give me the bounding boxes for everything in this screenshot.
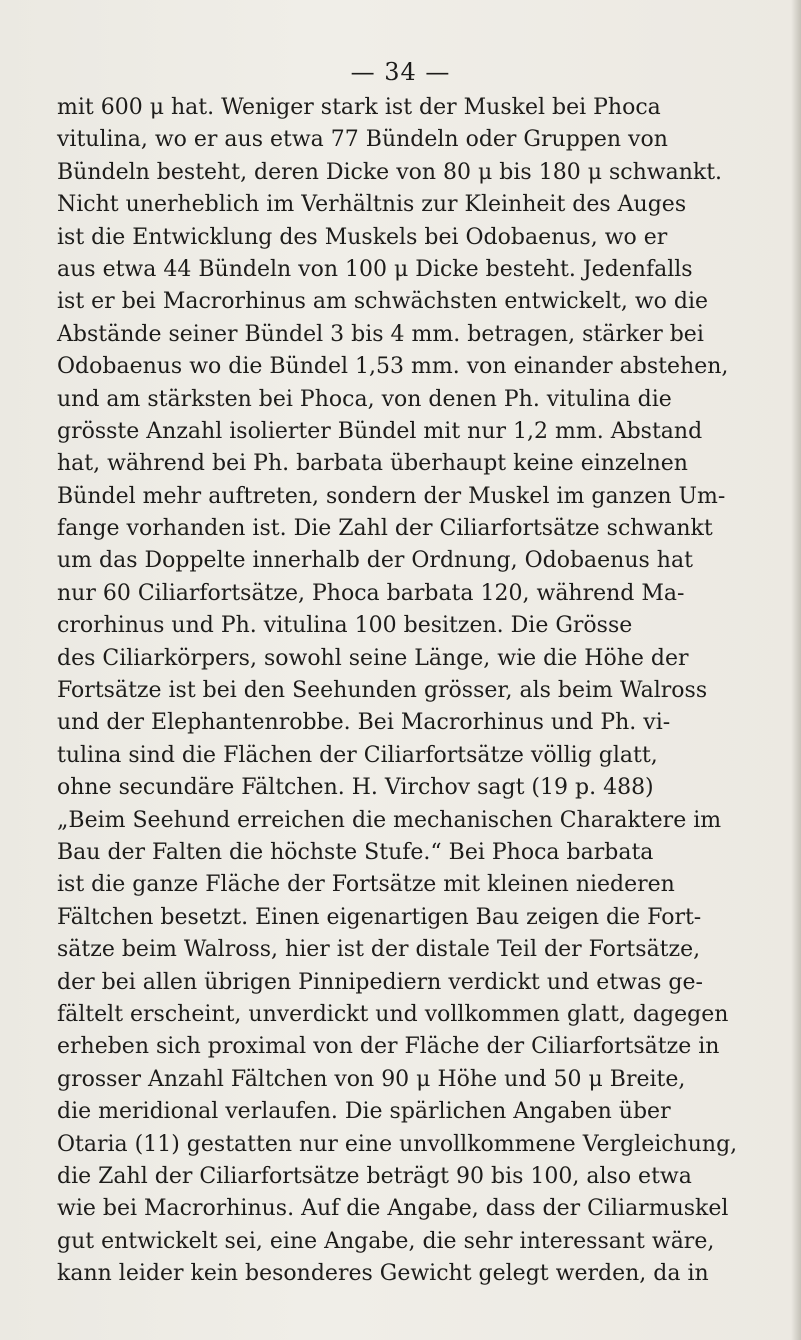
text-line: „Beim Seehund erreichen die mechanischen Charaktere im	[57, 807, 722, 833]
text-line: vitulina, wo er aus etwa 77 Bündeln oder Gruppen von	[57, 127, 668, 153]
text-line: Bau der Falten die höchste Stufe.“ Bei Phoca barbata	[57, 839, 654, 865]
text-line: Fortsätze ist bei den Seehunden grösser, als beim Walross	[57, 678, 708, 704]
text-line: kann leider kein besonderes Gewicht gelegt werden, da in	[57, 1261, 709, 1287]
text-line: erheben sich proximal von der Fläche der Ciliarfortsätze in	[57, 1034, 720, 1060]
text-line: Abstände seiner Bündel 3 bis 4 mm. betragen, stärker bei	[57, 321, 704, 347]
page-edge-shadow	[791, 0, 801, 1340]
text-line: crorhinus und Ph. vitulina 100 besitzen. Die Grösse	[57, 613, 633, 639]
text-line: grosser Anzahl Fältchen von 90 μ Höhe und 50 μ Breite,	[57, 1066, 686, 1092]
text-line: die Zahl der Ciliarfortsätze beträgt 90 bis 100, also etwa	[57, 1163, 692, 1189]
text-line: Fältchen besetzt. Einen eigenartigen Bau zeigen die Fort-	[57, 904, 702, 930]
text-line: und der Elephantenrobbe. Bei Macrorhinus und Ph. vi-	[57, 710, 671, 736]
text-line: ist die ganze Fläche der Fortsätze mit kleinen niederen	[57, 872, 675, 898]
page-number: — 34 —	[350, 58, 451, 86]
text-line: nur 60 Ciliarfortsätze, Phoca barbata 120, während Ma-	[57, 580, 685, 606]
text-line: Otaria (11) gestatten nur eine unvollkommene Vergleichung,	[57, 1131, 738, 1157]
text-line: des Ciliarkörpers, sowohl seine Länge, wie die Höhe der	[57, 645, 689, 671]
text-line: Odobaenus wo die Bündel 1,53 mm. von einander abstehen,	[57, 354, 729, 380]
body-text	[57, 92, 767, 1290]
text-line: und am stärksten bei Phoca, von denen Ph. vitulina die	[57, 386, 672, 412]
text-line: ist er bei Macrorhinus am schwächsten entwickelt, wo die	[57, 289, 709, 315]
text-line: Nicht unerheblich im Verhältnis zur Kleinheit des Auges	[57, 192, 687, 218]
text-line: der bei allen übrigen Pinnipediern verdickt und etwas ge-	[57, 969, 703, 995]
text-line: mit 600 μ hat. Weniger stark ist der Muskel bei Phoca	[57, 95, 661, 120]
text-line: wie bei Macrorhinus. Auf die Angabe, dass der Ciliarmuskel	[57, 1196, 729, 1222]
text-line: aus etwa 44 Bündeln von 100 μ Dicke besteht. Jedenfalls	[57, 256, 693, 282]
text-line: Bündel mehr auftreten, sondern der Muskel im ganzen Um-	[57, 483, 726, 509]
text-line: gut entwickelt sei, eine Angabe, die sehr interessant wäre,	[57, 1228, 715, 1254]
text-line: um das Doppelte innerhalb der Ordnung, Odobaenus hat	[57, 548, 693, 574]
text-line: Bündeln besteht, deren Dicke von 80 μ bis 180 μ schwankt.	[57, 159, 723, 185]
text-line: sätze beim Walross, hier ist der distale Teil der Fortsätze,	[57, 937, 701, 963]
text-line: die meridional verlaufen. Die spärlichen Angaben über	[57, 1099, 671, 1125]
text-line: grösste Anzahl isolierter Bündel mit nur 1,2 mm. Abstand	[57, 418, 703, 444]
text-line: fältelt erscheint, unverdickt und vollkommen glatt, dagegen	[57, 1001, 729, 1027]
text-line: hat, während bei Ph. barbata überhaupt keine einzelnen	[57, 451, 688, 477]
text-line: tulina sind die Flächen der Ciliarfortsätze völlig glatt,	[57, 742, 658, 768]
text-line: ohne secundäre Fältchen. H. Virchov sagt (19 p. 488)	[57, 775, 654, 801]
text-line: fange vorhanden ist. Die Zahl der Ciliarfortsätze schwankt	[57, 516, 713, 542]
text-line: ist die Entwicklung des Muskels bei Odobaenus, wo er	[57, 224, 668, 250]
